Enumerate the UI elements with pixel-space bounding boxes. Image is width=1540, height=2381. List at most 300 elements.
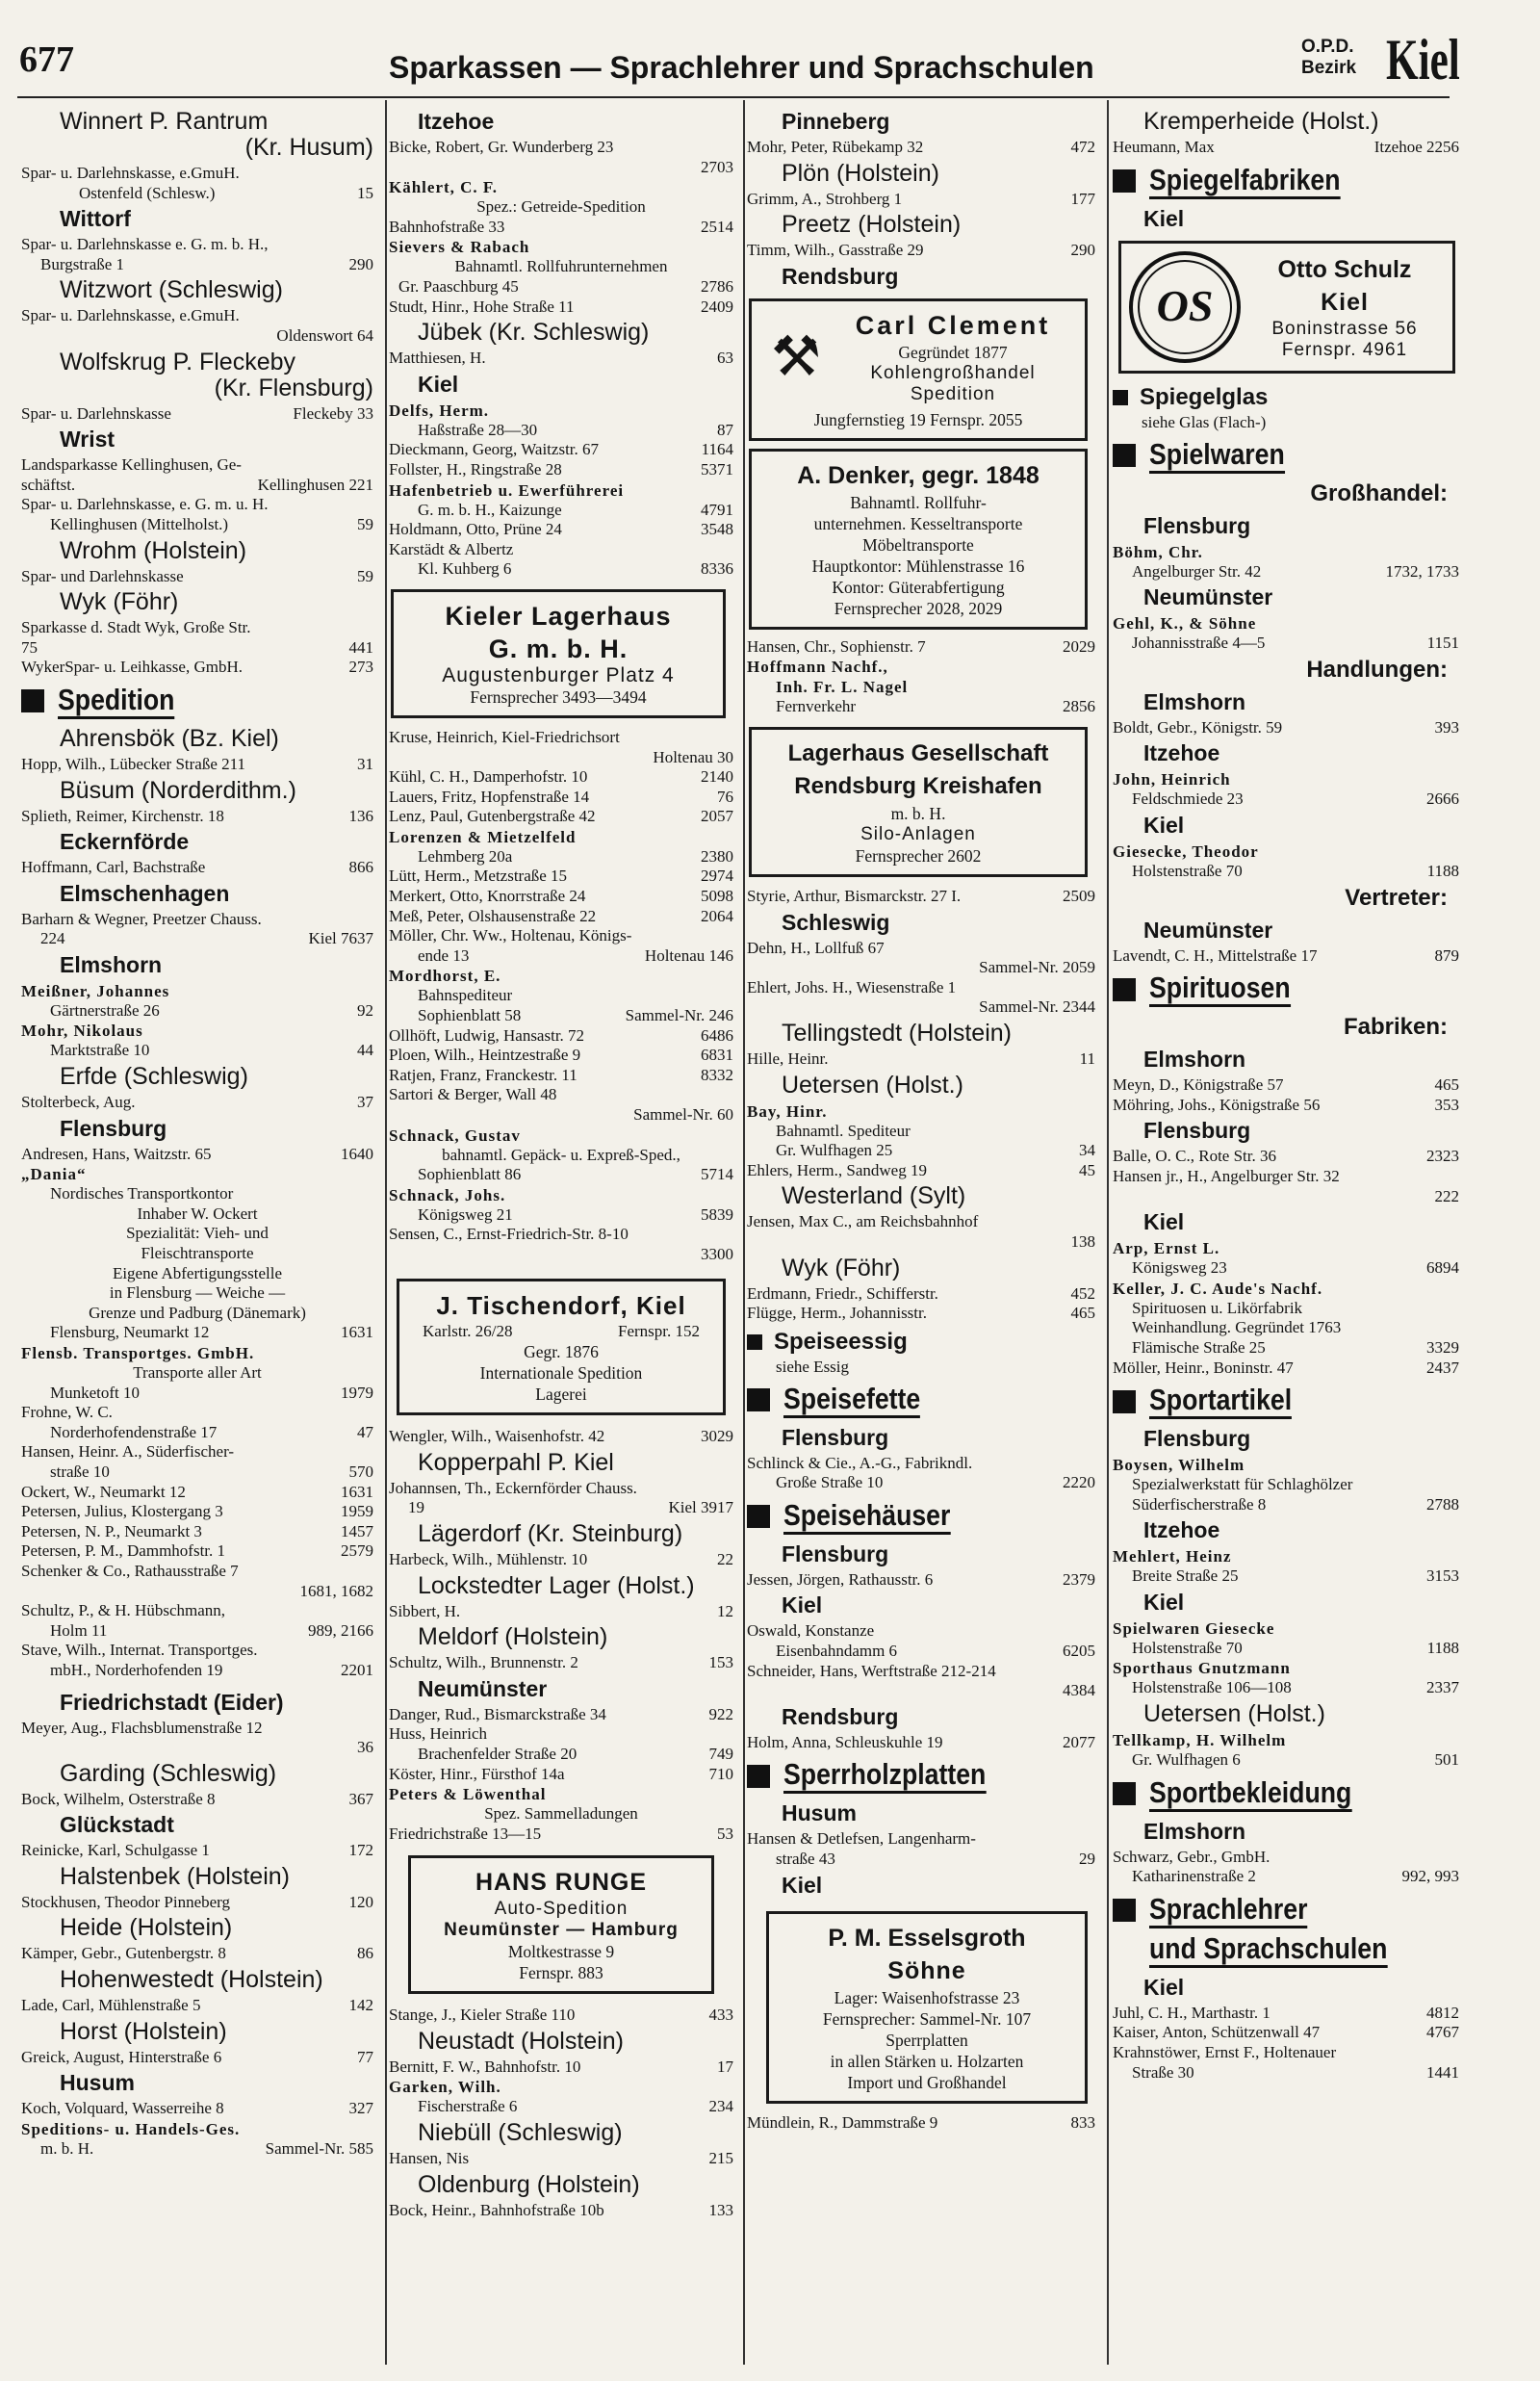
entry-line: straße 10 570	[50, 1462, 373, 1481]
ad-line: Kontor: Güterabfertigung	[832, 577, 1005, 597]
entry-line: Holm 11 989, 2166	[50, 1620, 373, 1640]
subsection-heading: Fabriken:	[1343, 1014, 1448, 1041]
page-header	[0, 0, 1540, 106]
ad-line: Import und Großhandel	[847, 2072, 1007, 2092]
entry-line: Lenz, Paul, Gutenbergstraße 42 2057	[389, 807, 733, 826]
entry-line: Johannisstraße 4—5 1151	[1132, 634, 1459, 653]
entry-line: Meß, Peter, Olshausenstraße 22 2064	[389, 906, 733, 925]
entry-line: Holstenstraße 106—108 2337	[1132, 1678, 1459, 1697]
entry-line: Oswald, Konstanze	[747, 1621, 875, 1641]
entry-line: Spez. Sammelladungen	[484, 1804, 638, 1824]
entry-line: Sophienblatt 86 5714	[418, 1165, 733, 1184]
entry-line: Petersen, N. P., Neumarkt 3 1457	[21, 1521, 373, 1540]
entry-line: Holdmann, Otto, Prüne 24 3548	[389, 520, 733, 539]
section-heading: Sprachlehrer	[1113, 1893, 1459, 1928]
opd-label: O.P.D.	[1301, 37, 1354, 57]
entry-line: Norderhofendenstraße 17 47	[50, 1422, 373, 1441]
entry-line: Nordisches Transportkontor	[50, 1184, 234, 1203]
entry-line: Bicke, Robert, Gr. Wunderberg 23	[389, 138, 614, 156]
ad-line: Jungfernstieg 19 Fernspr. 2055	[813, 409, 1023, 429]
company-name: Bay, Hinr.	[747, 1101, 828, 1121]
entry-line: Breite Straße 25 3153	[1132, 1566, 1459, 1586]
entry-line: Merkert, Otto, Knorrstraße 24 5098	[389, 887, 733, 906]
ad-line: Gegr. 1876	[524, 1342, 599, 1362]
section-marker	[21, 689, 44, 712]
entry-line: Köster, Hinr., Fürsthof 14a 710	[389, 1764, 733, 1783]
section-heading: Spiegelfabriken	[1113, 164, 1459, 199]
entry-line: Feldschmiede 23 2666	[1132, 789, 1459, 809]
entry-line: Holstenstraße 70 1188	[1132, 861, 1459, 880]
place-heading: Kiel	[782, 1592, 823, 1618]
entry-line: Spar- u. Darlehnskasse e. G. m. b. H.,	[21, 235, 269, 254]
place-heading: Flensburg	[782, 1424, 889, 1450]
entry-line: Bahnhofstraße 33 2514	[389, 217, 733, 236]
entry-line: Angelburger Str. 42 1732, 1733	[1132, 561, 1459, 581]
district-city: Kiel	[1386, 28, 1460, 91]
place-heading: Rendsburg	[782, 263, 899, 289]
entry-line: Spar- u. Darlehnskasse, e.GmuH.	[21, 164, 240, 182]
column-1	[21, 106, 373, 2369]
entry-line: Huss, Heinrich	[389, 1724, 487, 1744]
entry-line: Munketoft 10 1979	[50, 1383, 373, 1402]
place-heading: Elmschenhagen	[60, 880, 230, 906]
ad-title: Otto Schulz	[1277, 255, 1412, 283]
place-heading: Itzehoe	[1143, 1517, 1220, 1543]
ad-line: m. b. H.	[890, 803, 946, 823]
place-heading: Wrohm (Holstein)	[60, 536, 247, 564]
place-heading: Schleswig	[782, 909, 890, 935]
company-name: Giesecke, Theodor	[1113, 841, 1259, 861]
entry-line: Königsweg 23 6894	[1132, 1258, 1459, 1278]
entry-line: Inhaber W. Ockert	[137, 1203, 258, 1223]
section-heading: Sperrholzplatten	[747, 1758, 1095, 1794]
entry-line: Krahnstöwer, Ernst F., Holtenauer	[1113, 2043, 1337, 2062]
entry-line: Spirituosen u. Likörfabrik	[1132, 1298, 1303, 1317]
entry-line: Gr. Paaschburg 45 2786	[398, 276, 733, 296]
ad-line: unternehmen. Kesseltransporte	[813, 513, 1023, 533]
entry-line: Spezialität: Vieh- und	[126, 1224, 269, 1243]
ad-line: Möbeltransporte	[862, 534, 974, 555]
company-name: Spielwaren Giesecke	[1113, 1618, 1275, 1638]
section-marker	[747, 1388, 770, 1411]
entry-line: Transporte aller Art	[133, 1363, 262, 1382]
ad-line: Auto-Spedition	[494, 1899, 629, 1920]
entry-line: Königsweg 21 5839	[418, 1204, 733, 1224]
entry-line: Kl. Kuhberg 6 8336	[418, 559, 733, 579]
entry-line: Barharn & Wegner, Preetzer Chauss.	[21, 909, 262, 928]
entry-line: Friedrichstraße 13—15 53	[389, 1824, 733, 1843]
ad-title: J. Tischendorf, Kiel	[436, 1290, 686, 1320]
advertisement-box	[749, 727, 1088, 877]
entry-line: bahnamtl. Gepäck- u. Expreß-Sped.,	[442, 1145, 680, 1164]
advertisement-box	[391, 589, 726, 718]
entry-line: Balle, O. C., Rote Str. 36 2323	[1113, 1147, 1459, 1166]
entry-line: Grimm, A., Strohberg 1 177	[747, 189, 1095, 208]
entry-line: Erdmann, Friedr., Schifferstr. 452	[747, 1283, 1095, 1303]
section-heading: und Sprachschulen	[1113, 1932, 1459, 1968]
entry-line: Sartori & Berger, Wall 48	[389, 1085, 557, 1104]
column-divider	[743, 100, 745, 2365]
company-name: Sporthaus Gnutzmann	[1113, 1659, 1291, 1678]
entry-line: Spar- u. Darlehnskasse Fleckeby 33	[21, 403, 373, 423]
entry-line: Frohne, W. C.	[21, 1403, 113, 1422]
company-name: Gehl, K., & Söhne	[1113, 614, 1257, 634]
company-name: Böhm, Chr.	[1113, 542, 1203, 561]
entry-line: 138	[1070, 1231, 1095, 1251]
place-heading: Oldenburg (Holstein)	[418, 2170, 640, 2198]
ad-line: Spedition	[910, 383, 996, 404]
page-number: 677	[19, 39, 74, 80]
place-heading: Lockstedter Lager (Holst.)	[418, 1571, 695, 1599]
company-name: Keller, J. C. Aude's Nachf.	[1113, 1279, 1323, 1298]
entry-line: Hansen & Detlefsen, Langenharm-	[747, 1829, 976, 1849]
place-heading: Hohenwestedt (Holstein)	[60, 1966, 323, 1994]
section-marker	[747, 1765, 770, 1788]
ad-title: Kiel	[1321, 288, 1369, 316]
entry-line: 2703	[701, 157, 733, 176]
entry-line: Möller, Heinr., Boninstr. 47 2437	[1113, 1358, 1459, 1377]
ad-title: P. M. Esselsgroth	[828, 1924, 1026, 1952]
place-heading: Kiel	[782, 1872, 823, 1898]
ad-title: Söhne	[887, 1956, 966, 1984]
entry-line: Ollhöft, Ludwig, Hansastr. 72 6486	[389, 1025, 733, 1045]
ad-line: Silo-Anlagen	[860, 823, 976, 844]
entry-line: Dehn, H., Lollfuß 67	[747, 938, 885, 957]
company-name: Inh. Fr. L. Nagel	[776, 678, 909, 697]
place-heading: Niebüll (Schleswig)	[418, 2119, 623, 2147]
ad-line: Fernsprecher 2028, 2029	[834, 598, 1003, 618]
company-name: Arp, Ernst L.	[1113, 1239, 1220, 1258]
entry-line: Burgstraße 1 290	[40, 254, 373, 273]
entry-line: Splieth, Reimer, Kirchenstr. 18 136	[21, 806, 373, 825]
column-2	[389, 106, 733, 2369]
company-name: Lorenzen & Mietzelfeld	[389, 827, 577, 846]
company-name: Kählert, C. F.	[389, 178, 499, 197]
entry-line: Andresen, Hans, Waitzstr. 65 1640	[21, 1144, 373, 1163]
entry-line: Johannsen, Th., Eckernförder Chauss.	[389, 1478, 637, 1497]
section-marker	[1113, 1390, 1136, 1413]
entry-line: 36	[357, 1738, 373, 1757]
entry-line: Ploen, Wilh., Heintzestraße 9 6831	[389, 1046, 733, 1065]
entry-line: Jessen, Jörgen, Rathausstr. 6 2379	[747, 1569, 1095, 1589]
place-heading: Flensburg	[782, 1540, 889, 1566]
entry-line: 3300	[701, 1244, 733, 1263]
entry-line: Schenker & Co., Rathausstraße 7	[21, 1561, 239, 1580]
entry-line: Ostenfeld (Schlesw.) 15	[79, 183, 373, 202]
place-heading: Ahrensbök (Bz. Kiel)	[60, 724, 279, 752]
company-name: Boysen, Wilhelm	[1113, 1456, 1245, 1475]
company-name: Sievers & Rabach	[389, 238, 530, 257]
entry-line: Sparkasse d. Stadt Wyk, Große Str.	[21, 618, 251, 637]
entry-line: Eigene Abfertigungsstelle	[112, 1263, 283, 1282]
place-heading: Lägerdorf (Kr. Steinburg)	[418, 1519, 683, 1547]
place-heading: Plön (Holstein)	[782, 159, 939, 187]
company-name: Mohr, Nikolaus	[21, 1022, 143, 1041]
entry-line: 19 Kiel 3917	[408, 1498, 733, 1517]
section-marker	[1113, 1782, 1136, 1805]
advertisement-box	[766, 1911, 1088, 2104]
place-heading: Wrist	[60, 427, 116, 453]
company-name: Mehlert, Heinz	[1113, 1547, 1232, 1566]
entry-line: Jensen, Max C., am Reichsbahnhof	[747, 1212, 979, 1231]
ad-line: Kohlengroßhandel	[870, 362, 1036, 383]
place-heading: Elmshorn	[1143, 1047, 1246, 1073]
entry-line: Sibbert, H. 12	[389, 1601, 733, 1620]
place-heading: Flensburg	[1143, 512, 1251, 538]
entry-line: Holtenau 30	[653, 747, 733, 766]
place-heading: Wittorf	[60, 206, 131, 232]
entry-line: Stange, J., Kieler Straße 110 433	[389, 2006, 733, 2025]
entry-line: Petersen, P. M., Dammhofstr. 1 2579	[21, 1541, 373, 1561]
entry-line: 75 441	[21, 637, 373, 657]
column-4	[1113, 106, 1459, 2369]
entry-line: Stave, Wilh., Internat. Transportges.	[21, 1641, 258, 1660]
place-heading: Friedrichstadt (Eider)	[60, 1689, 284, 1715]
place-heading: Pinneberg	[782, 109, 890, 134]
section-marker	[1113, 444, 1136, 467]
ad-line: Moltkestrasse 9	[507, 1942, 615, 1962]
company-name: Schnack, Johs.	[389, 1185, 506, 1204]
ad-line: Fernsprecher: Sammel-Nr. 107	[822, 2008, 1032, 2029]
entry-line: Grenze und Padburg (Dänemark)	[89, 1303, 306, 1322]
company-name: Delfs, Herm.	[389, 401, 490, 420]
place-heading: Erfde (Schleswig)	[60, 1063, 248, 1091]
company-name: Peters & Löwenthal	[389, 1785, 547, 1804]
section-heading: Spielwaren	[1113, 438, 1459, 474]
entry-line: in Flensburg — Weiche —	[109, 1283, 286, 1303]
entry-line: Meyer, Aug., Flachsblumenstraße 12	[21, 1718, 263, 1737]
entry-line: Reinicke, Karl, Schulgasse 1 172	[21, 1841, 373, 1860]
entry-line: Schlinck & Cie., A.-G., Fabrikndl.	[747, 1453, 973, 1472]
advertisement-box	[397, 1279, 726, 1416]
cross-reference: siehe Glas (Flach-)	[1142, 412, 1267, 431]
ad-line: Augustenburger Platz 4	[442, 663, 675, 686]
entry-line: Hansen, Heinr. A., Süderfischer-	[21, 1442, 235, 1462]
place-heading: Winnert P. Rantrum	[60, 108, 269, 135]
entry-line: Möhring, Johs., Königstraße 56 353	[1113, 1095, 1459, 1114]
entry-line: Styrie, Arthur, Bismarckstr. 27 I. 2509	[747, 886, 1095, 905]
entry-line: G. m. b. H., Kaizunge 4791	[418, 500, 733, 519]
advertisement-box	[408, 1855, 714, 1994]
entry-line: Spar- u. Darlehnskasse, e. G. m. u. H.	[21, 495, 269, 514]
section-marker	[747, 1334, 762, 1350]
entry-line: Große Straße 10 2220	[776, 1473, 1095, 1492]
advertisement-box	[749, 298, 1088, 441]
entry-line: Schneider, Hans, Werftstraße 212-214	[747, 1661, 996, 1680]
entry-line: Ehlert, Johs. H., Wiesenstraße 1	[747, 977, 957, 996]
place-heading: Husum	[782, 1800, 857, 1826]
entry-line: Lütt, Herm., Metzstraße 15 2974	[389, 867, 733, 886]
ad-line: Lager: Waisenhofstrasse 23	[834, 1987, 1020, 2007]
entry-line: Kaiser, Anton, Schützenwall 47 4767	[1113, 2023, 1459, 2042]
entry-line: Straße 30 1441	[1132, 2062, 1459, 2082]
section-heading: Speisehäuser	[747, 1499, 1095, 1535]
entry-line: Sammel-Nr. 2059	[979, 958, 1095, 977]
entry-line: Gr. Wulfhagen 25 34	[776, 1141, 1095, 1160]
entry-line: Holm, Anna, Schleuskuhle 19 2077	[747, 1732, 1095, 1751]
ad-line: Boninstrasse 56	[1271, 318, 1418, 339]
place-heading: Wolfskrug P. Fleckeby	[60, 348, 296, 375]
place-heading: Uetersen (Holst.)	[1143, 1700, 1325, 1728]
ad-line: Fernsprecher 2602	[855, 845, 982, 866]
place-heading: Kremperheide (Holst.)	[1143, 108, 1379, 135]
entry-line: Bock, Heinr., Bahnhofstraße 10b 133	[389, 2200, 733, 2219]
place-heading: Meldorf (Holstein)	[418, 1623, 608, 1651]
entry-line: Schultz, Wilh., Brunnenstr. 2 153	[389, 1653, 733, 1672]
place-heading: Horst (Holstein)	[60, 2017, 227, 2045]
place-subheading: (Kr. Flensburg)	[214, 374, 373, 401]
entry-line: Ockert, W., Neumarkt 12 1631	[21, 1482, 373, 1501]
advertisement-box	[749, 449, 1088, 630]
entry-line: Spar- und Darlehnskasse 59	[21, 566, 373, 585]
svg-text:OS: OS	[1156, 280, 1214, 330]
entry-line: Bahnspediteur	[418, 986, 513, 1005]
entry-line: Schwarz, Gebr., GmbH.	[1113, 1847, 1270, 1866]
entry-line: straße 43 29	[776, 1850, 1095, 1869]
place-heading: Witzwort (Schleswig)	[60, 276, 283, 304]
header-rule	[17, 96, 1450, 98]
entry-line: Mündlein, R., Dammstraße 9 833	[747, 2112, 1095, 2132]
entry-line: Lehmberg 20a 2380	[418, 846, 733, 866]
section-heading: Spedition	[21, 684, 373, 719]
company-name: Garken, Wilh.	[389, 2078, 501, 2097]
entry-line: Möller, Chr. Ww., Holtenau, Königs-	[389, 926, 632, 945]
ad-line: in allen Stärken u. Holzarten	[830, 2051, 1024, 2071]
section-marker	[1113, 169, 1136, 193]
entry-line: Gärtnerstraße 26 92	[50, 1000, 373, 1020]
place-heading: Neumünster	[1143, 584, 1273, 610]
entry-line: Fleischtransporte	[141, 1244, 254, 1263]
section-heading: Spirituosen	[1113, 971, 1459, 1007]
entry-line: Kruse, Heinrich, Kiel-Friedrichsort	[389, 727, 620, 746]
company-name: Schnack, Gustav	[389, 1126, 521, 1145]
entry-line: Stolterbeck, Aug. 37	[21, 1093, 373, 1112]
section-heading: Speisefette	[747, 1383, 1095, 1418]
cross-reference: siehe Essig	[776, 1357, 850, 1376]
company-name: Mordhorst, E.	[389, 967, 501, 986]
ad-title: Kieler Lagerhaus	[445, 601, 672, 631]
entry-line: Schultz, P., & H. Hübschmann,	[21, 1601, 226, 1620]
ad-line: Karlstr. 26/28 Fernspr. 152	[423, 1321, 700, 1340]
entry-line: Spez.: Getreide-Spedition	[476, 197, 646, 217]
place-heading: Büsum (Norderdithm.)	[60, 776, 296, 804]
advertisement-box	[1118, 241, 1455, 374]
section-heading: Speiseessig	[747, 1328, 1095, 1357]
company-name: Speditions- u. Handels-Ges.	[21, 2119, 241, 2138]
place-heading: Neumünster	[418, 1675, 548, 1701]
entry-line: Matthiesen, H. 63	[389, 349, 733, 368]
place-heading: Flensburg	[1143, 1426, 1251, 1452]
section-marker	[1113, 1899, 1136, 1922]
entry-line: Dieckmann, Georg, Waitzstr. 67 1164	[389, 440, 733, 459]
entry-line: Hille, Heinr. 11	[747, 1048, 1095, 1068]
ad-title: HANS RUNGE	[475, 1869, 648, 1897]
company-name: Hafenbetrieb u. Ewerführerei	[389, 480, 625, 500]
column-divider	[1107, 100, 1109, 2365]
ad-content	[1127, 249, 1447, 365]
ad-line: Sperrplatten	[886, 2030, 968, 2050]
place-heading: Preetz (Holstein)	[782, 211, 962, 239]
company-name: Tellkamp, H. Wilhelm	[1113, 1731, 1287, 1750]
entry-line: 1681, 1682	[299, 1581, 373, 1600]
entry-line: Meyn, D., Königstraße 57 465	[1113, 1075, 1459, 1095]
entry-line: Danger, Rud., Bismarckstraße 34 922	[389, 1704, 733, 1723]
place-heading: Itzehoe	[1143, 740, 1220, 766]
section-heading: Sportartikel	[1113, 1384, 1459, 1419]
section-heading: Sportbekleidung	[1113, 1776, 1459, 1812]
entry-line: Ehlers, Herm., Sandweg 19 45	[747, 1160, 1095, 1179]
entry-line: WykerSpar- u. Leihkasse, GmbH. 273	[21, 658, 373, 677]
ad-title: Rendsburg Kreishafen	[794, 772, 1042, 799]
subsection-heading: Großhandel:	[1310, 479, 1448, 506]
entry-line: Heumann, Max Itzehoe 2256	[1113, 138, 1459, 156]
place-heading: Itzehoe	[418, 109, 495, 134]
entry-line: Eisenbahndamm 6 6205	[776, 1642, 1095, 1661]
company-name: Hoffmann Nachf.,	[747, 658, 888, 677]
entry-line: Fernverkehr 2856	[776, 697, 1095, 716]
place-heading: Westerland (Sylt)	[782, 1182, 966, 1210]
entry-line: Holstenstraße 70 1188	[1132, 1638, 1459, 1657]
column-divider	[385, 100, 387, 2365]
place-heading: Jübek (Kr. Schleswig)	[418, 319, 650, 347]
ad-line: Neumünster — Hamburg	[444, 1920, 679, 1941]
place-heading: Glückstadt	[60, 1812, 174, 1838]
ad-line: Fernsprecher 3493—3494	[470, 686, 647, 707]
entry-line: Wengler, Wilh., Waisenhofstr. 42 3029	[389, 1427, 733, 1446]
entry-line: Bock, Wilhelm, Osterstraße 8 367	[21, 1789, 373, 1808]
ad-text	[1243, 253, 1447, 361]
entry-line: Haßstraße 28—30 87	[418, 420, 733, 439]
entry-line: Sammel-Nr. 2344	[979, 997, 1095, 1017]
section-heading: Spiegelglas	[1113, 383, 1459, 412]
place-heading: Kopperpahl P. Kiel	[418, 1448, 614, 1476]
place-heading: Wyk (Föhr)	[60, 588, 179, 616]
ad-line: Gegründet 1877	[898, 342, 1008, 362]
entry-line: Hansen, Nis 215	[389, 2149, 733, 2168]
entry-line: Flämische Straße 25 3329	[1132, 1337, 1459, 1357]
entry-line: Gr. Wulfhagen 6 501	[1132, 1750, 1459, 1770]
place-heading: Kiel	[1143, 1209, 1185, 1235]
ad-title: G. m. b. H.	[488, 634, 629, 663]
entry-line: Lavendt, C. H., Mittelstraße 17 879	[1113, 945, 1459, 965]
entry-line: Hansen jr., H., Angelburger Str. 32	[1113, 1166, 1340, 1185]
company-name: Flensb. Transportges. GmbH.	[21, 1344, 255, 1362]
place-heading: Elmshorn	[60, 951, 163, 977]
ad-title: Lagerhaus Gesellschaft	[787, 739, 1049, 766]
entry-line: 4384	[1063, 1681, 1095, 1700]
company-name: Meißner, Johannes	[21, 981, 170, 1000]
bezirk-label: Bezirk	[1301, 58, 1357, 78]
section-marker	[747, 1505, 770, 1528]
ad-line: Lagerei	[535, 1385, 587, 1405]
place-heading: Halstenbek (Holstein)	[60, 1862, 290, 1890]
entry-line: Kellinghusen (Mittelholst.) 59	[50, 514, 373, 533]
place-heading: Husum	[60, 2070, 135, 2096]
entry-line: Kämper, Gebr., Gutenbergstr. 8 86	[21, 1944, 373, 1963]
entry-line: Kühl, C. H., Damperhofstr. 10 2140	[389, 767, 733, 787]
place-heading: Elmshorn	[1143, 1818, 1246, 1844]
entry-line: Hansen, Chr., Sophienstr. 7 2029	[747, 636, 1095, 656]
place-heading: Elmshorn	[1143, 688, 1246, 714]
ad-title: A. Denker, gegr. 1848	[797, 461, 1040, 489]
entry-line: Sammel-Nr. 60	[633, 1105, 733, 1124]
ad-line: Hauptkontor: Mühlenstrasse 16	[811, 556, 1025, 576]
entry-line: Greick, August, Hinterstraße 6 77	[21, 2047, 373, 2066]
entry-line: Bernitt, F. W., Bahnhofstr. 10 17	[389, 2057, 733, 2076]
ad-line: Fernspr. 4961	[1281, 339, 1408, 360]
entry-line: Harbeck, Wilh., Mühlenstr. 10 22	[389, 1549, 733, 1568]
ad-line: Bahnamtl. Rollfuhr-	[850, 492, 987, 512]
